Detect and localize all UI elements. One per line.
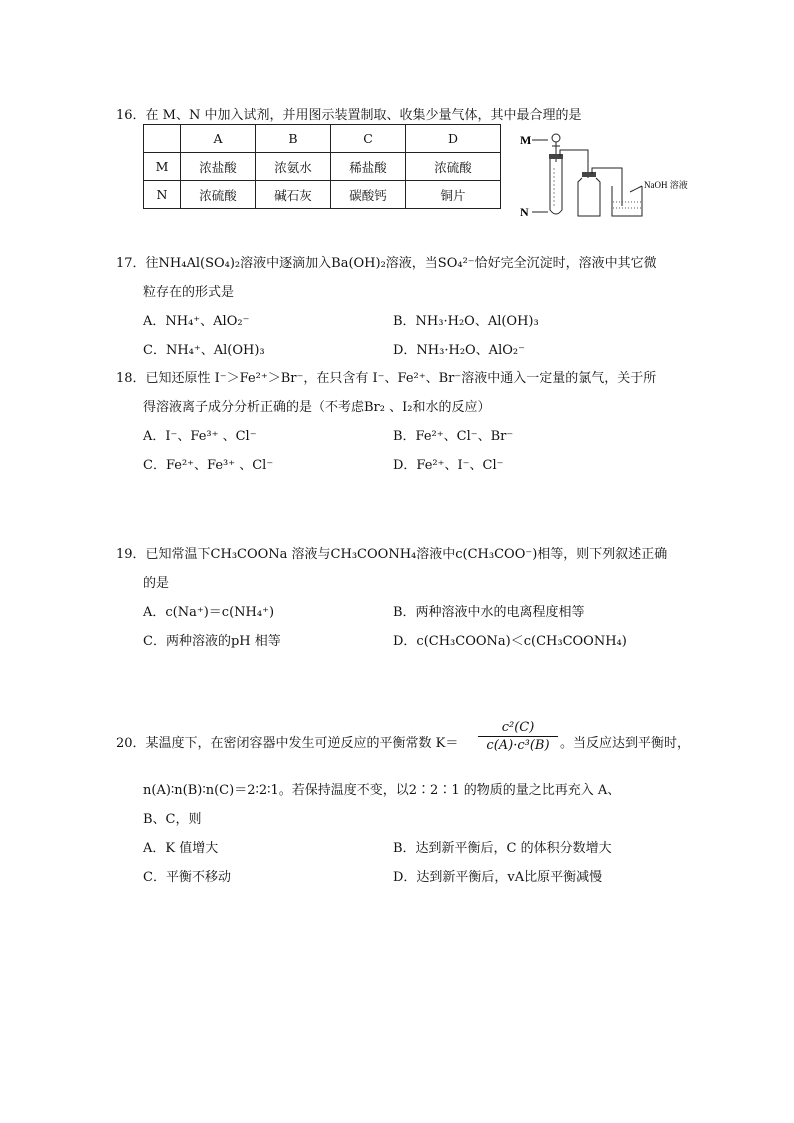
q20-option-c[interactable]: C．平衡不移动 xyxy=(143,870,231,885)
table-cell: N xyxy=(144,181,181,209)
q17-option-d[interactable]: D．NH₃·H₂O、AlO₂⁻ xyxy=(393,343,525,358)
q19-option-c[interactable]: C．两种溶液的pH 相等 xyxy=(143,634,281,649)
q18-option-b[interactable]: B．Fe²⁺、Cl⁻、Br⁻ xyxy=(393,429,514,444)
table-cell: 碱石灰 xyxy=(256,181,331,209)
table-row xyxy=(144,153,501,181)
q19-line2: 的是 xyxy=(143,576,170,591)
table-cell: C xyxy=(331,125,406,153)
q20-option-d[interactable]: D．达到新平衡后，vA比原平衡减慢 xyxy=(393,870,603,885)
q16-stem: 16．在 M、N 中加入试剂，并用图示装置制取、收集少量气体，其中最合理的是 xyxy=(116,108,582,123)
table-row xyxy=(144,181,501,209)
table-cell: 浓硫酸 xyxy=(406,153,501,181)
table-cell: M xyxy=(144,153,181,181)
table-cell xyxy=(144,125,181,153)
q18-option-d[interactable]: D．Fe²⁺、I⁻、Cl⁻ xyxy=(393,458,504,473)
table-cell: D xyxy=(406,125,501,153)
label-n: N xyxy=(520,205,529,219)
table-cell: A xyxy=(181,125,256,153)
equilibrium-fraction xyxy=(478,720,558,753)
label-naoh: NaOH 溶液 xyxy=(644,180,688,190)
q18-option-c[interactable]: C．Fe²⁺、Fe³⁺ 、Cl⁻ xyxy=(143,458,274,473)
q20-line1-pre: 20．某温度下，在密闭容器中发生可逆反应的平衡常数 K＝ xyxy=(116,736,459,751)
reagent-table xyxy=(143,124,501,209)
fraction-denominator: c(A)·c³(B) xyxy=(486,738,550,753)
table-cell: 碳酸钙 xyxy=(331,181,406,209)
q17-option-c[interactable]: C．NH₄⁺、Al(OH)₃ xyxy=(143,343,265,358)
label-m: M xyxy=(520,133,532,147)
table-cell: B xyxy=(256,125,331,153)
q19-option-a[interactable]: A．c(Na⁺)＝c(NH₄⁺) xyxy=(143,605,275,620)
q20-line2: n(A)∶n(B)∶n(C)＝2∶2∶1。若保持温度不变，以2∶2∶1 的物质的量之比再充入 A、 xyxy=(143,783,621,798)
q17-option-b[interactable]: B．NH₃·H₂O、Al(OH)₃ xyxy=(393,314,539,329)
q19-option-d[interactable]: D．c(CH₃COONa)＜c(CH₃COONH₄) xyxy=(393,634,627,649)
q18-line1: 18．已知还原性 I⁻＞Fe²⁺＞Br⁻，在只含有 I⁻、Fe²⁺、Br⁻溶液中通入一定量的氯气，关于所 xyxy=(116,371,657,386)
table-cell: 铜片 xyxy=(406,181,501,209)
q20-line3: B、C，则 xyxy=(143,812,202,827)
table-cell: 浓盐酸 xyxy=(181,153,256,181)
q19-option-b[interactable]: B．两种溶液中水的电离程度相等 xyxy=(393,605,585,620)
q18-option-a[interactable]: A．I⁻、Fe³⁺ 、Cl⁻ xyxy=(143,429,257,444)
q20-line1-post: 。当反应达到平衡时， xyxy=(560,736,691,751)
table-cell: 浓硫酸 xyxy=(181,181,256,209)
table-cell: 浓氨水 xyxy=(256,153,331,181)
q17-line1: 17．往NH₄Al(SO₄)₂溶液中逐滴加入Ba(OH)₂溶液，当SO₄²⁻恰好完全沉淀时，溶液中其它微 xyxy=(116,256,657,271)
fraction-numerator: c²(C) xyxy=(478,720,558,737)
table-cell: 稀盐酸 xyxy=(331,153,406,181)
q20-option-a[interactable]: A．K 值增大 xyxy=(143,841,219,856)
q20-option-b[interactable]: B．达到新平衡后，C 的体积分数增大 xyxy=(393,841,612,856)
q19-line1: 19．已知常温下CH₃COONa 溶液与CH₃COONH₄溶液中c(CH₃COO⁻)相等，则下列叙述正确 xyxy=(116,547,668,562)
table-row xyxy=(144,125,501,153)
apparatus-diagram xyxy=(518,128,688,220)
q18-line2: 得溶液离子成分分析正确的是（不考虑Br₂ 、I₂和水的反应） xyxy=(143,400,491,415)
q17-line2: 粒存在的形式是 xyxy=(143,285,235,300)
q17-option-a[interactable]: A．NH₄⁺、AlO₂⁻ xyxy=(143,314,250,329)
